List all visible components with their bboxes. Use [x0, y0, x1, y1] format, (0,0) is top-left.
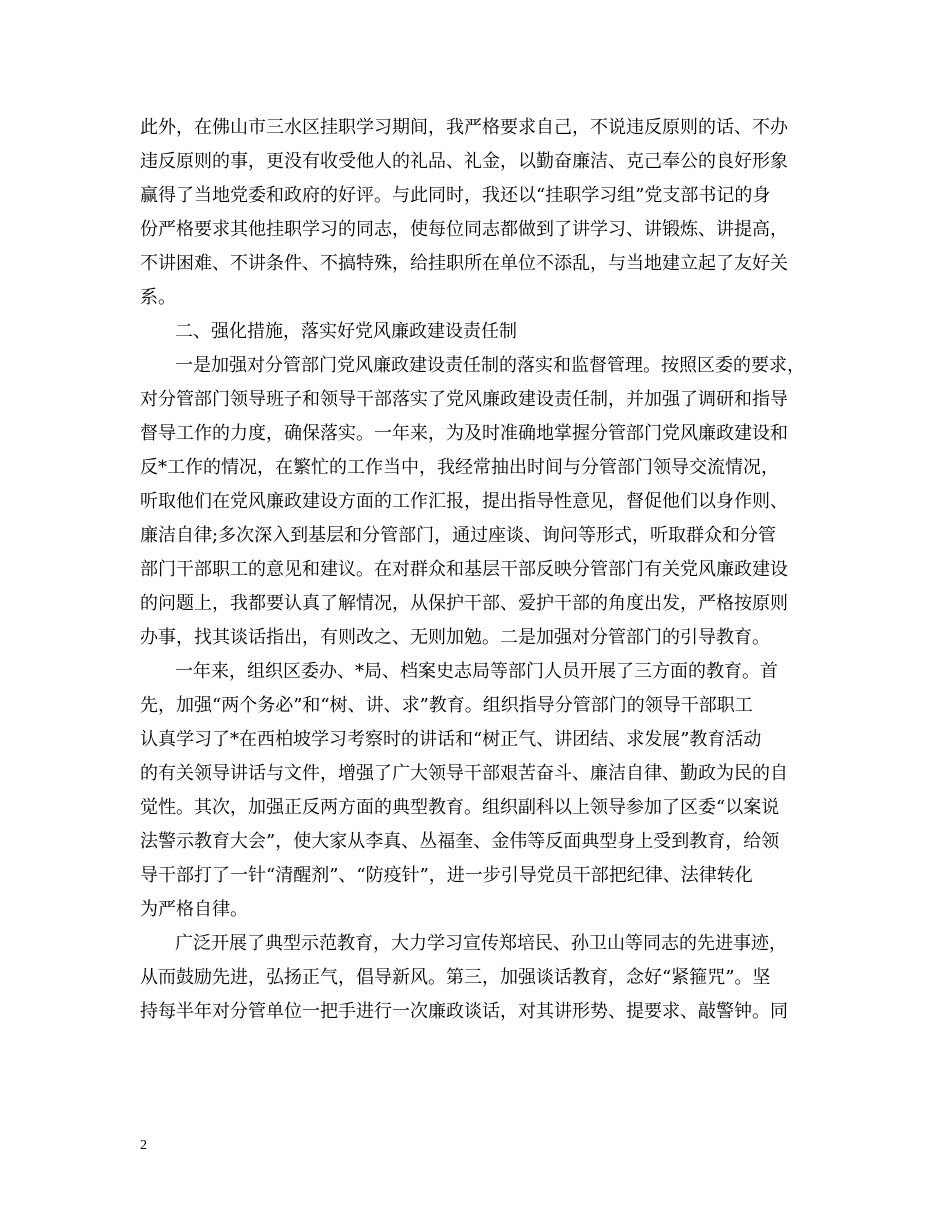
section-heading: 二、强化措施，落实好党风廉政建设责任制 [175, 321, 517, 342]
text-line: 从而鼓励先进，弘扬正气，倡导新风。第三，加强谈话教育，念好“紧箍咒”。坚 [140, 967, 771, 988]
text-line: 广泛开展了典型示范教育，大力学习宣传郑培民、孙卫山等同志的先进事迹， [175, 933, 787, 954]
text-line: 一年来，组织区委办、*局、档案史志局等部门人员开展了三方面的教育。首 [175, 661, 778, 682]
text-line: 违反原则的事，更没有收受他人的礼品、礼金，以勤奋廉洁、克己奉公的良好形象 [140, 151, 788, 172]
text-line: 觉性。其次，加强正反两方面的典型教育。组织副科以上领导参加了区委“以案说 [140, 797, 780, 818]
text-line: 对分管部门领导班子和领导干部落实了党风廉政建设责任制，并加强了调研和指导 [140, 389, 788, 410]
text-line: 廉洁自律;多次深入到基层和分管部门，通过座谈、询问等形式，听取群众和分管 [140, 525, 777, 546]
text-line: 的问题上，我都要认真了解情况，从保护干部、爱护干部的角度出发，严格按原则 [140, 593, 788, 614]
text-line: 督导工作的力度，确保落实。一年来，为及时准确地掌握分管部门党风廉政建设和 [140, 423, 788, 444]
text-line: 为严格自律。 [140, 899, 248, 920]
text-line: 此外，在佛山市三水区挂职学习期间，我严格要求自己，不说违反原则的话、不办 [140, 117, 788, 138]
text-line: 先，加强“两个务必”和“树、讲、求”教育。组织指导分管部门的领导干部职工 [140, 695, 753, 716]
text-line: 份严格要求其他挂职学习的同志，使每位同志都做到了讲学习、讲锻炼、讲提高， [140, 219, 788, 240]
text-line: 赢得了当地党委和政府的好评。与此同时，我还以“挂职学习组”党支部书记的身 [140, 185, 771, 206]
text-line: 法警示教育大会”，使大家从李真、丛福奎、金伟等反面典型身上受到教育，给领 [140, 831, 780, 852]
text-line: 反*工作的情况，在繁忙的工作当中，我经常抽出时间与分管部门领导交流情况， [140, 457, 779, 478]
text-line: 持每半年对分管单位一把手进行一次廉政谈话，对其讲形势、提要求、敲警钟。同 [140, 1001, 788, 1022]
text-line: 听取他们在党风廉政建设方面的工作汇报，提出指导性意见，督促他们以身作则、 [140, 491, 788, 512]
text-line: 导干部打了一针“清醒剂”、“防疫针”，进一步引导党员干部把纪律、法律转化 [140, 865, 753, 886]
page-number: 2 [140, 1138, 147, 1153]
text-line: 不讲困难、不讲条件、不搞特殊，给挂职所在单位不添乱，与当地建立起了友好关 [140, 253, 788, 274]
text-line: 一是加强对分管部门党风廉政建设责任制的落实和监督管理。按照区委的要求， [175, 355, 805, 376]
text-line: 的有关领导讲话与文件，增强了广大领导干部艰苦奋斗、廉洁自律、勤政为民的自 [140, 763, 788, 784]
text-line: 办事，找其谈话指出，有则改之、无则加勉。二是加强对分管部门的引导教育。 [140, 627, 770, 648]
text-line: 部门干部职工的意见和建议。在对群众和基层干部反映分管部门有关党风廉政建设 [140, 559, 788, 580]
text-line: 认真学习了*在西柏坡学习考察时的讲话和“树正气、讲团结、求发展”教育活动 [140, 729, 762, 750]
text-line: 系。 [140, 287, 176, 308]
